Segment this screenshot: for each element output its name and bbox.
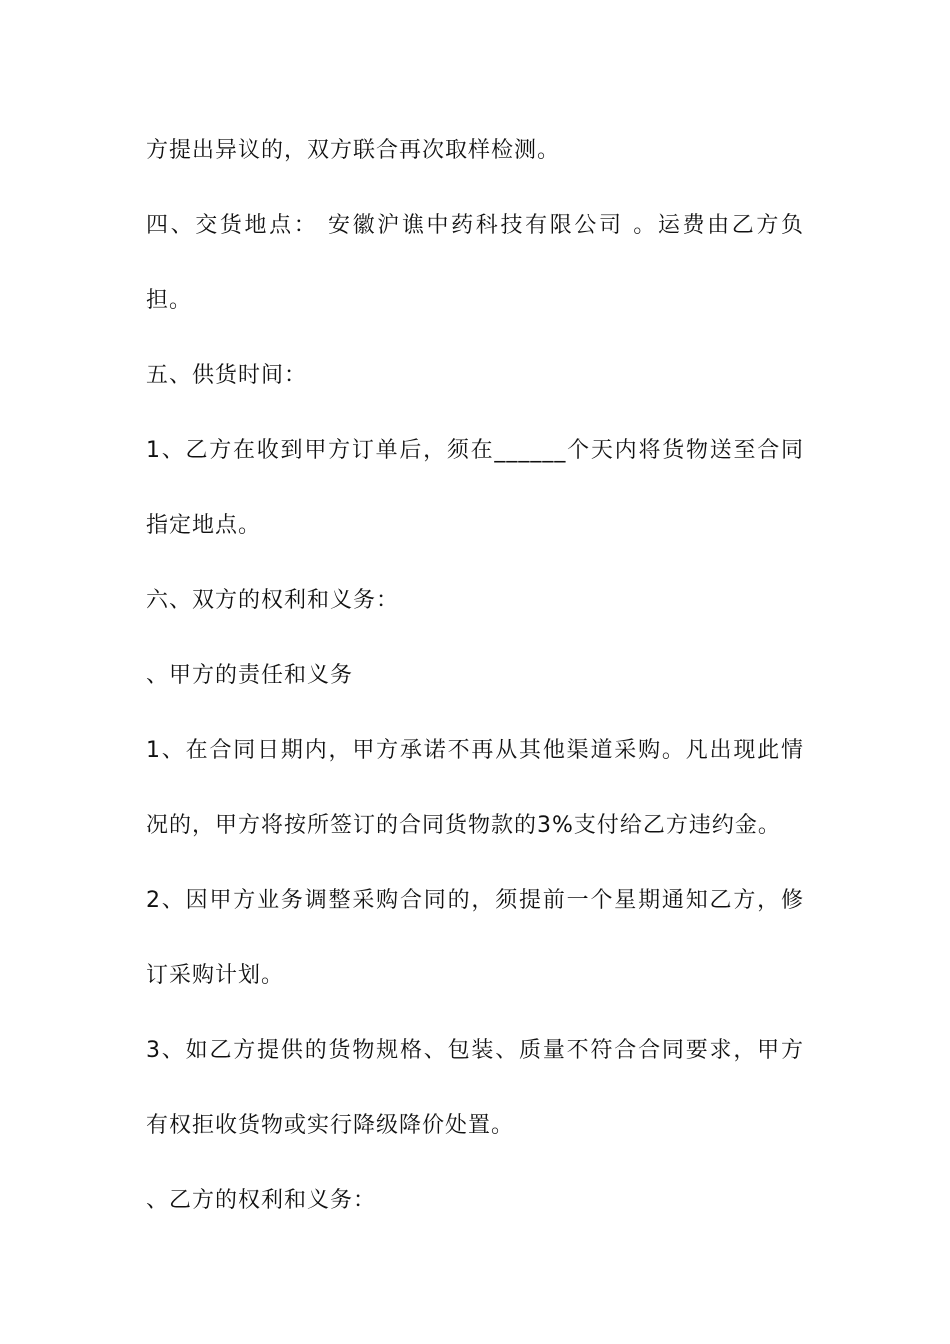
text-line: 3、如乙方提供的货物规格、包装、质量不符合合同要求，甲方 [146, 1038, 804, 1063]
text-line: 方提出异议的，双方联合再次取样检测。 [146, 138, 561, 163]
text-line: 有权拒收货物或实行降级降价处置。 [146, 1113, 515, 1138]
text-line: 2、因甲方业务调整采购合同的，须提前一个星期通知乙方，修 [146, 888, 804, 913]
subsection-heading: 、甲方的责任和义务 [146, 663, 354, 688]
text-line: 1、乙方在收到甲方订单后，须在______个天内将货物送至合同 [146, 438, 804, 463]
section-heading: 五、供货时间： [146, 363, 308, 388]
subsection-heading: 、乙方的权利和义务： [146, 1188, 377, 1213]
text-line: 况的，甲方将按所签订的合同货物款的3%支付给乙方违约金。 [146, 813, 781, 838]
section-heading: 六、双方的权利和义务： [146, 588, 400, 613]
text-line: 1、在合同日期内，甲方承诺不再从其他渠道采购。凡出现此情 [146, 738, 804, 763]
text-line: 指定地点。 [146, 513, 262, 538]
text-line: 订采购计划。 [146, 963, 285, 988]
text-line: 担。 [146, 288, 193, 313]
text-line: 四、交货地点： 安徽沪谯中药科技有限公司 。运费由乙方负 [146, 213, 804, 238]
